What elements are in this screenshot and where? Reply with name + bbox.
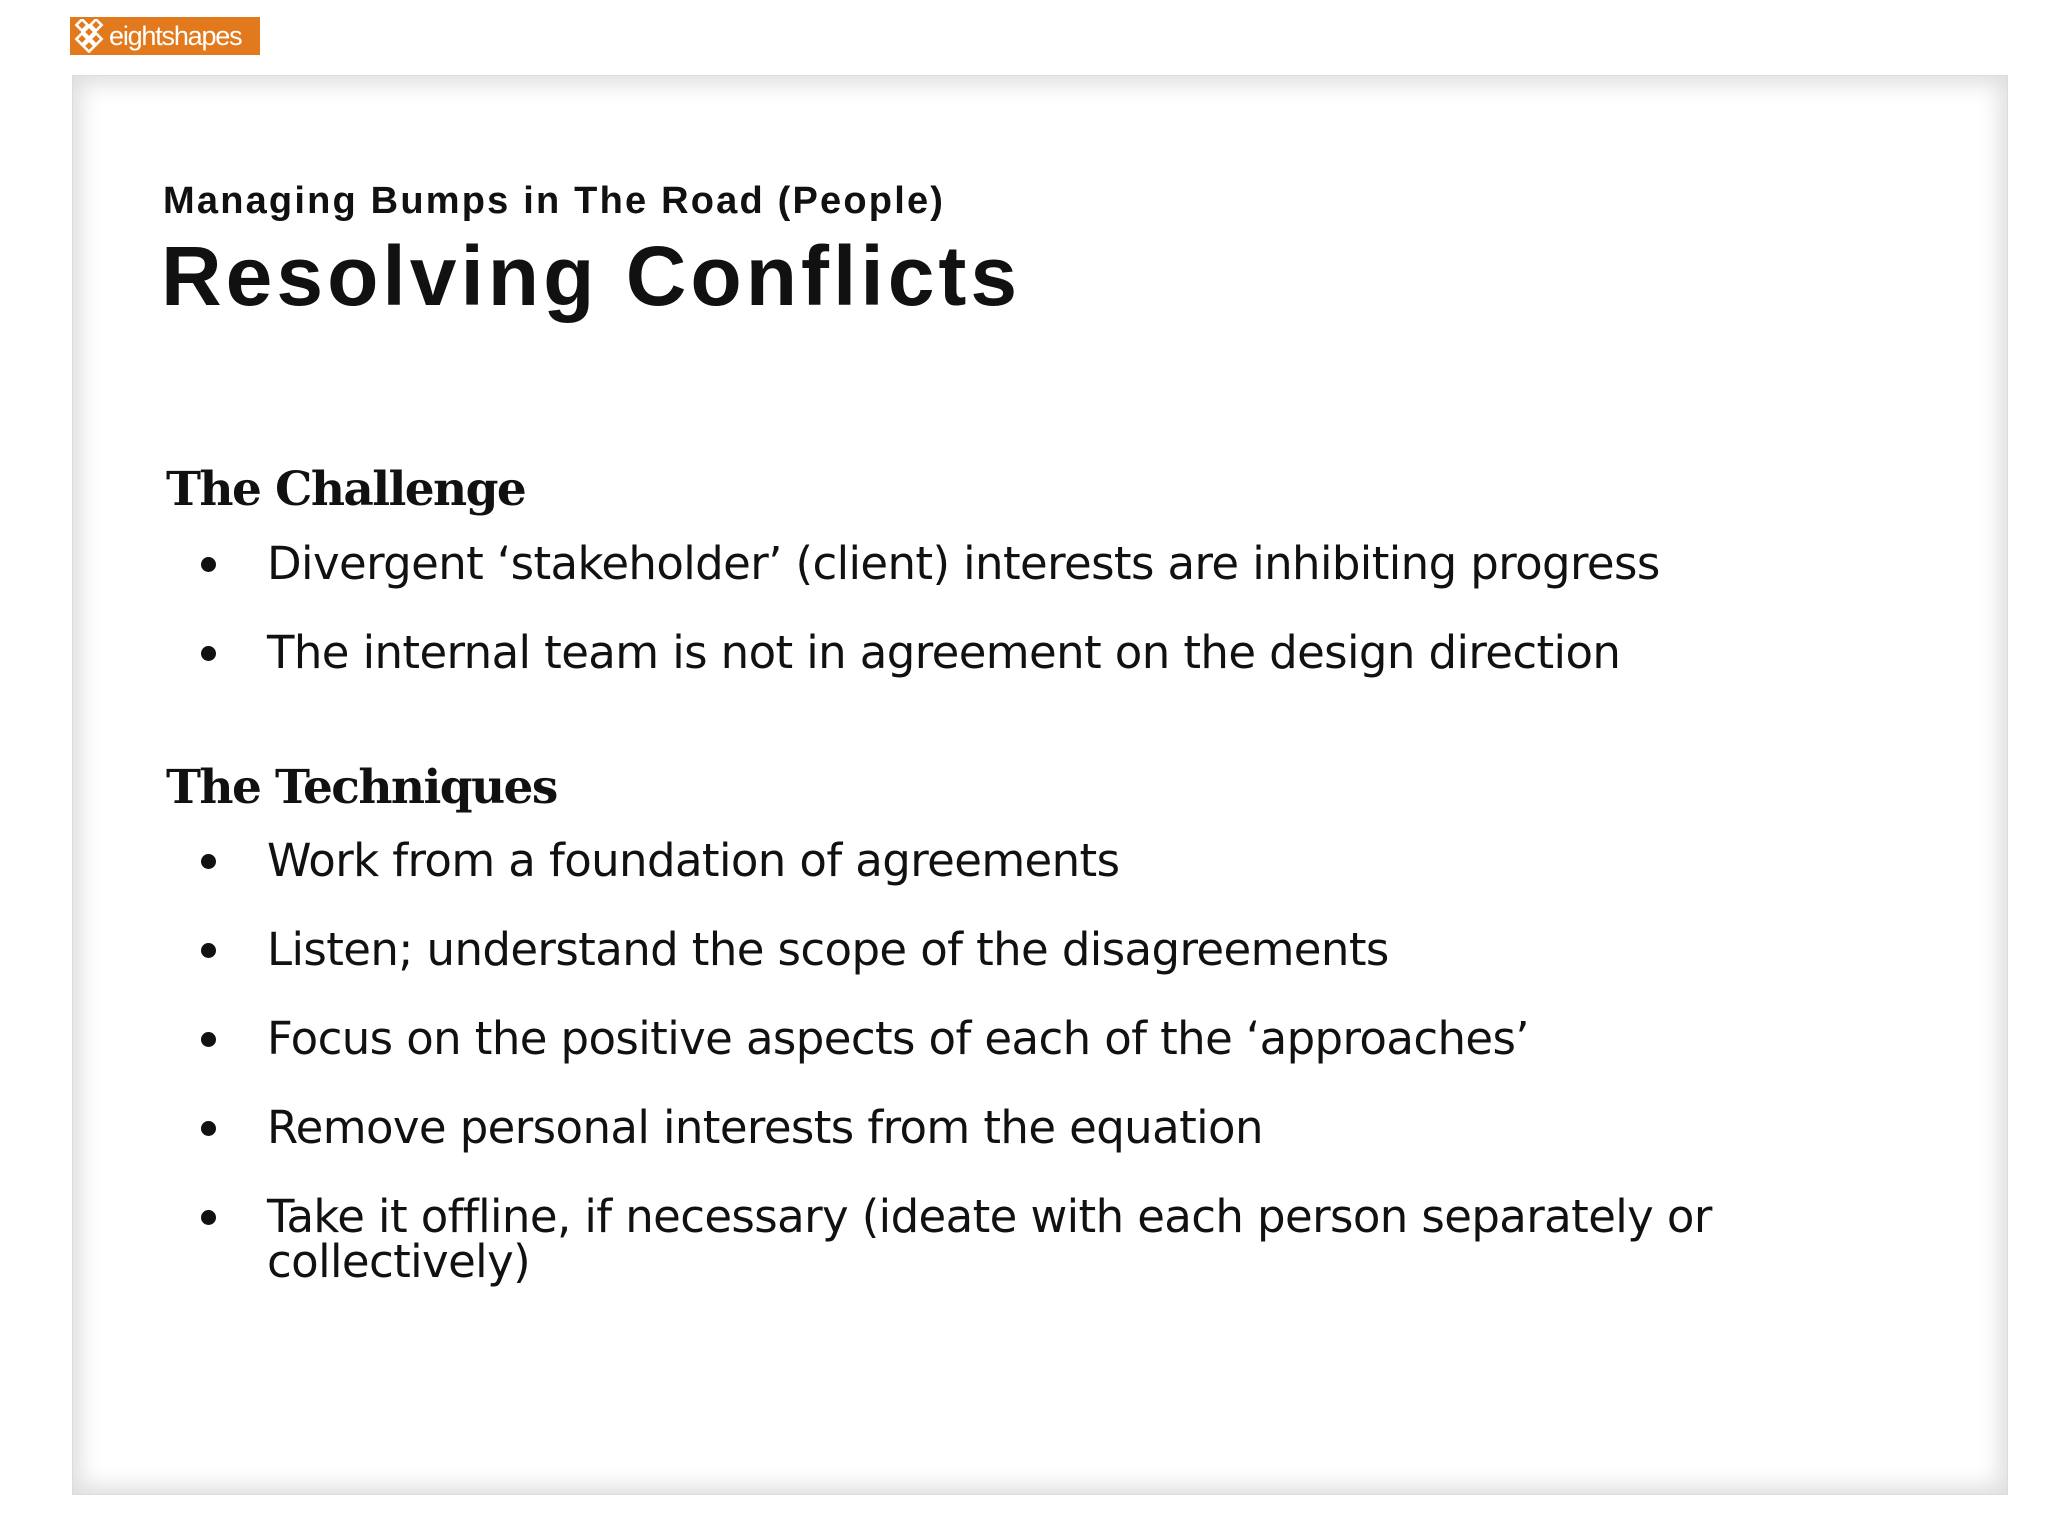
bullet-icon <box>201 1032 216 1047</box>
slide-title: Resolving Conflicts <box>161 229 1022 323</box>
bullet-text: Divergent ‘stakeholder’ (client) interests are inhibiting progress <box>267 537 1660 590</box>
list-item <box>201 1012 1901 1065</box>
list-item <box>201 834 1901 887</box>
bullet-text: Focus on the positive aspects of each of the ‘approaches’ <box>267 1012 1530 1065</box>
list-item <box>201 537 1901 590</box>
challenge-bullet-list <box>201 537 1901 679</box>
slide <box>72 75 2008 1495</box>
bullet-icon <box>201 557 216 572</box>
bullet-text: Work from a foundation of agreements <box>267 834 1120 887</box>
eightshapes-logo-icon <box>72 19 106 53</box>
section-heading-techniques: The Techniques <box>166 760 557 815</box>
list-item <box>201 1101 1901 1154</box>
bullet-icon <box>201 1121 216 1136</box>
section-heading-challenge: The Challenge <box>166 462 526 517</box>
bullet-icon <box>201 943 216 958</box>
bullet-text: Take it offline, if necessary (ideate with each person separately or collectively) <box>267 1190 1712 1288</box>
list-item <box>201 923 1901 976</box>
slide-kicker: Managing Bumps in The Road (People) <box>163 180 946 222</box>
list-item <box>201 1190 1901 1288</box>
eightshapes-logo <box>70 17 260 55</box>
bullet-icon <box>201 646 216 661</box>
bullet-text: Listen; understand the scope of the disagreements <box>267 923 1389 976</box>
list-item <box>201 626 1901 679</box>
techniques-bullet-list <box>201 834 1901 1288</box>
bullet-icon <box>201 854 216 869</box>
logo-text: eightshapes <box>109 21 242 51</box>
bullet-text: The internal team is not in agreement on the design direction <box>267 626 1621 679</box>
bullet-text: Remove personal interests from the equation <box>267 1101 1263 1154</box>
bullet-icon <box>201 1210 216 1225</box>
